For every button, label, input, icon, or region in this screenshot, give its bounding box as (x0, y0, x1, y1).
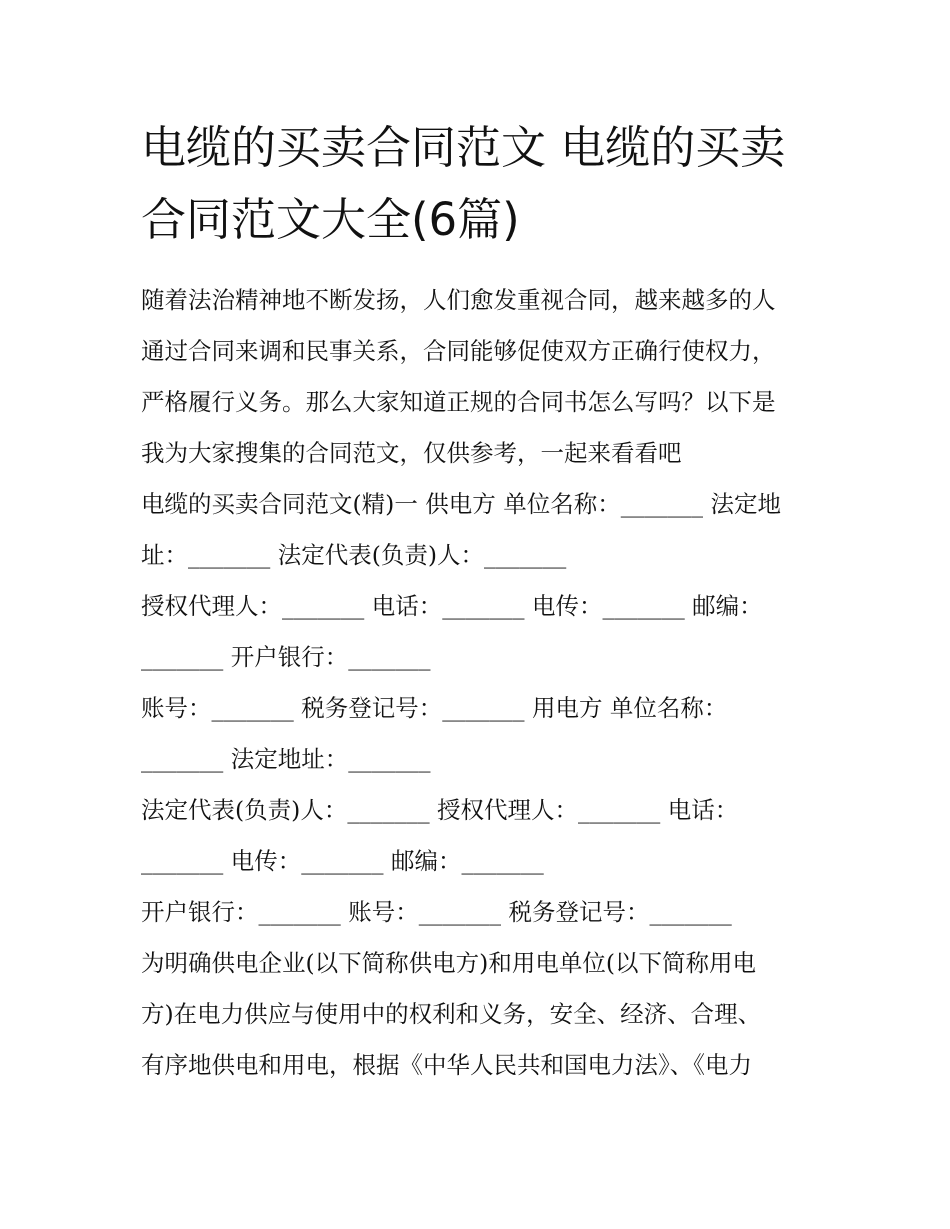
contract-line: 账号：_______ 税务登记号：_______ 用电方 单位名称： (141, 694, 728, 722)
contract-line: 有序地供电和用电，根据《中华人民共和国电力法》、《电力 (141, 1051, 752, 1079)
intro-line: 通过合同来调和民事关系，合同能够促使双方正确行使权力， (141, 337, 776, 365)
contract-line: _______ 电传：_______ 邮编：_______ (141, 847, 544, 875)
intro-line: 我为大家搜集的合同范文，仅供参考，一起来看看吧 (141, 439, 682, 467)
contract-line: 电缆的买卖合同范文(精)一 供电方 单位名称：_______ 法定地 (141, 490, 781, 518)
contract-line: 法定代表(负责)人：_______ 授权代理人：_______ 电话： (141, 796, 739, 824)
document-title: 电缆的买卖合同范文 电缆的买卖合同范文大全(6篇) (141, 121, 786, 246)
contract-line: 开户银行：_______ 账号：_______ 税务登记号：_______ (141, 898, 732, 926)
contract-line: _______ 法定地址：_______ (141, 745, 431, 773)
contract-line: 方)在电力供应与使用中的权利和义务，安全、经济、合理、 (141, 1000, 762, 1028)
contract-line: 址：_______ 法定代表(负责)人：_______ (141, 541, 567, 569)
intro-line: 随着法治精神地不断发扬，人们愈发重视合同，越来越多的人 (141, 286, 776, 314)
contract-line: 授权代理人：_______ 电话：_______ 电传：_______ 邮编： (141, 592, 763, 620)
contract-line: 为明确供电企业(以下简称供电方)和用电单位(以下简称用电 (141, 949, 757, 977)
intro-line: 严格履行义务。那么大家知道正规的合同书怎么写吗？以下是 (141, 388, 776, 416)
contract-line: _______ 开户银行：_______ (141, 643, 431, 671)
